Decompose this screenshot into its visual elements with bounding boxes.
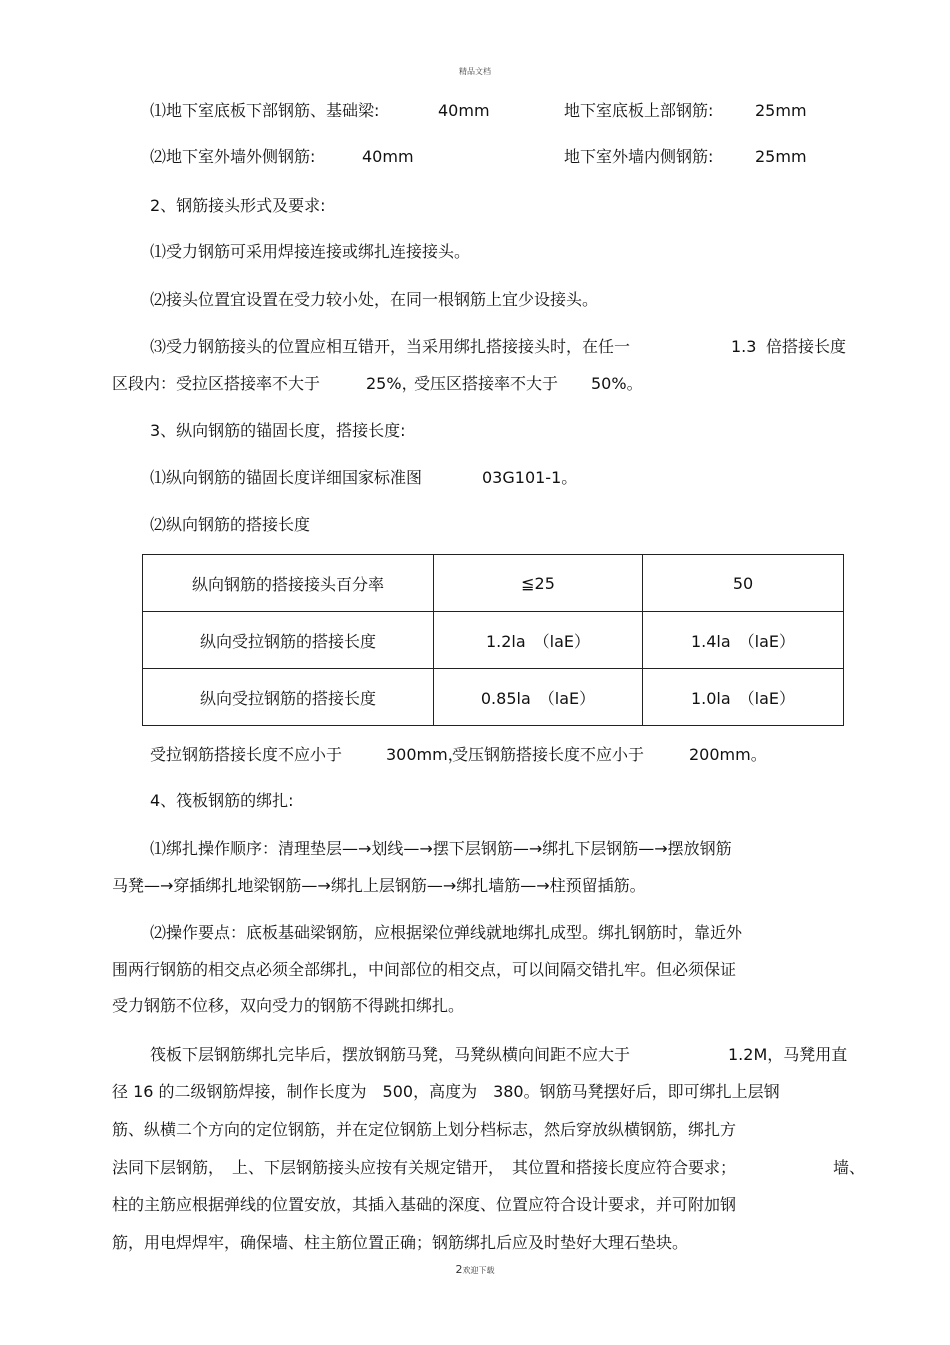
cover-line-1b: 地下室底板上部钢筋: xyxy=(564,101,714,120)
section-2-item-1: ⑴受力钢筋可采用焊接连接或绑扎连接接头。 xyxy=(150,242,471,261)
section-4-item-2a: ⑵操作要点：底板基础梁钢筋，应根据梁位弹线就地绑扎成型。绑扎钢筋时，靠近外 xyxy=(150,923,743,942)
section-2-title: 2、钢筋接头形式及要求: xyxy=(150,196,326,215)
section-4-item-2c: 受力钢筋不位移，双向受力的钢筋不得跳扣绑扎。 xyxy=(112,996,465,1015)
lap-note-a: 受拉钢筋搭接长度不应小于 xyxy=(150,745,343,764)
page-number: 2 xyxy=(455,1263,463,1276)
section-2-item-3a: ⑶受力钢筋接头的位置应相互错开，当采用绑扎搭接接头时，在任一 xyxy=(150,337,631,356)
section-2-item-3c: 倍搭接长度 xyxy=(766,337,847,356)
para-line-3: 筋、纵横二个方向的定位钢筋，并在定位钢筋上划分档标志，然后穿放纵横钢筋，绑扎方 xyxy=(112,1120,737,1139)
table-cell: 纵向受拉钢筋的搭接长度 xyxy=(143,612,434,669)
section-3-item-2: ⑵纵向钢筋的搭接长度 xyxy=(150,515,311,534)
lap-note-d: 200mm。 xyxy=(689,745,767,764)
cover-line-1 xyxy=(150,101,379,121)
cover-value-1: 40mm xyxy=(438,101,490,120)
cover-line-2b: 地下室外墙内侧钢筋: xyxy=(564,147,714,166)
section-2-item-3d: 区段内：受拉区搭接率不大于 xyxy=(112,374,321,393)
section-4-title: 4、筏板钢筋的绑扎: xyxy=(150,791,294,810)
section-4-item-1a: ⑴绑扎操作顺序：清理垫层—→划线—→摆下层钢筋—→绑扎下层钢筋—→摆放钢筋 xyxy=(150,839,732,858)
para-line-6: 筋，用电焊焊牢，确保墙、柱主筋位置正确；钢筋绑扎后应及时垫好大理石垫块。 xyxy=(112,1233,689,1252)
page-header: 精品文档 xyxy=(459,67,491,76)
table-cell: 1.4la （laE） xyxy=(643,612,844,669)
cover-value-1b: 25mm xyxy=(755,101,807,120)
section-2-item-3g: 50%。 xyxy=(591,374,643,393)
para-line-1b: 1.2M，马凳用直 xyxy=(728,1045,848,1064)
section-2-item-3f: 受压区搭接率不大于 xyxy=(414,374,559,393)
table-cell: 纵向钢筋的搭接接头百分率 xyxy=(143,555,434,612)
section-3-item-1: ⑴纵向钢筋的锚固长度详细国家标准图 xyxy=(150,468,423,487)
table-row xyxy=(143,669,844,726)
section-3-item-1-ref: 03G101-1。 xyxy=(482,468,578,487)
para-line-4b: 墙、 xyxy=(833,1158,866,1177)
section-4-item-2b: 围两行钢筋的相交点必须全部绑扎，中间部位的相交点，可以间隔交错扎牢。但必须保证 xyxy=(112,960,737,979)
lap-length-table xyxy=(142,554,844,726)
table-cell: 纵向受拉钢筋的搭接长度 xyxy=(143,669,434,726)
table-cell: ≦25 xyxy=(434,555,643,612)
section-2-item-3-num: 1.3 xyxy=(731,337,757,356)
table-cell: 1.0la （laE） xyxy=(643,669,844,726)
cover-value-2: 40mm xyxy=(362,147,414,166)
section-2-item-3e: 25%， xyxy=(366,374,418,393)
table-cell: 1.2la （laE） xyxy=(434,612,643,669)
para-line-2: 径 16 的二级钢筋焊接，制作长度为 500，高度为 380。钢筋马凳摆好后，即可绑扎上层钢 xyxy=(112,1082,780,1101)
lap-note-b: 300mm， xyxy=(386,745,464,764)
table-row xyxy=(143,555,844,612)
page-footer xyxy=(0,1263,950,1276)
para-line-4a: 法同下层钢筋， 上、下层钢筋接头应按有关规定错开， 其位置和搭接长度应符合要求； xyxy=(112,1158,737,1177)
lap-note-c: 受压钢筋搭接长度不应小于 xyxy=(452,745,645,764)
text: ⑴地下室底板下部钢筋、基础梁: xyxy=(150,101,380,120)
section-2-item-2: ⑵接头位置宜设置在受力较小处，在同一根钢筋上宜少设接头。 xyxy=(150,290,599,309)
cover-line-2: ⑵地下室外墙外侧钢筋: xyxy=(150,147,316,166)
section-4-item-1b: 马凳—→穿插绑扎地梁钢筋—→绑扎上层钢筋—→绑扎墙筋—→柱预留插筋。 xyxy=(112,876,646,895)
table-cell: 50 xyxy=(643,555,844,612)
para-line-5: 柱的主筋应根据弹线的位置安放，其插入基础的深度、位置应符合设计要求，并可附加钢 xyxy=(112,1195,737,1214)
cover-value-2b: 25mm xyxy=(755,147,807,166)
table-row xyxy=(143,612,844,669)
table-cell: 0.85la （laE） xyxy=(434,669,643,726)
section-3-title: 3、纵向钢筋的锚固长度，搭接长度: xyxy=(150,421,406,440)
para-line-1a: 筏板下层钢筋绑扎完毕后，摆放钢筋马凳，马凳纵横向间距不应大于 xyxy=(150,1045,631,1064)
footer-text: 欢迎下载 xyxy=(462,1266,495,1275)
